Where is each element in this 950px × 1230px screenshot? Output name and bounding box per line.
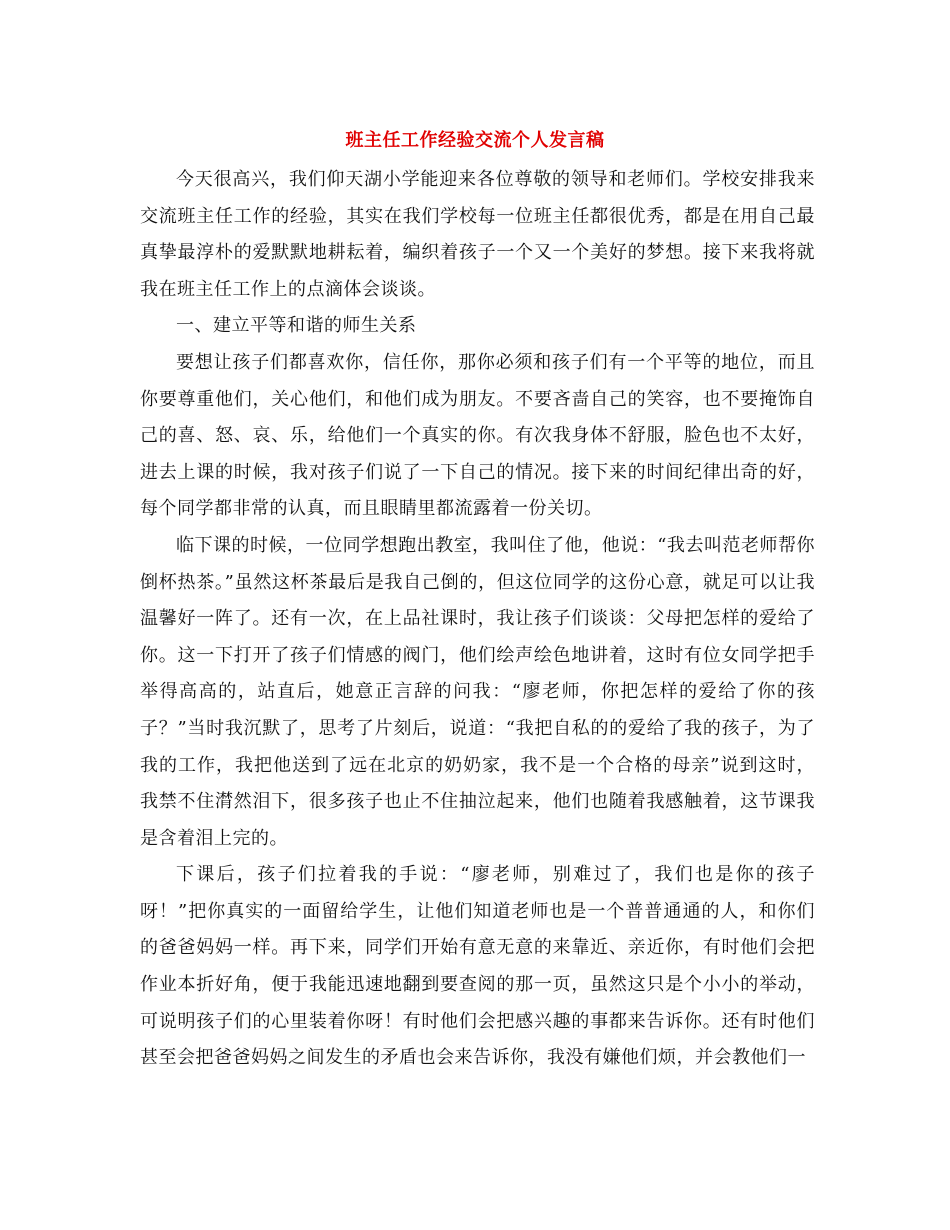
paragraph-after-class: 下课后，孩子们拉着我的手说：“廖老师，别难过了，我们也是你的孩子呀！”把你真实的一面留给学生，让他们知道老师也是一个普普通通的人，和你们的爸爸妈妈一样。再下来，同学们开始有意无意的来靠近、亲近你，有时他们会把作业本折好角，便于我能迅速地翻到要查阅的那一页，虽然这只是个小小的举动，可说明孩子们的心里装着你呀！有时他们会把感兴趣的事都来告诉你。还有时他们甚至会把爸爸妈妈之间发生的矛盾也会来告诉你，我没有嫌他们烦，并会教他们一 — [140, 864, 815, 1069]
section-heading: 一、建立平等和谐的师生关系 — [176, 315, 417, 337]
document-title: 班主任工作经验交流个人发言稿 — [345, 130, 605, 151]
document-body — [140, 162, 815, 1077]
paragraph-intro: 今天很高兴，我们仰天湖小学能迎来各位尊敬的领导和老师们。学校安排我来交流班主任工作的经验，其实在我们学校每一位班主任都很优秀，都是在用自己最真挚最淳朴的爱默默地耕耘着，编织着孩子一个又一个美好的梦想。接下来我将就我在班主任工作上的点滴体会谈谈。 — [140, 169, 815, 300]
paragraph-relationship: 要想让孩子们都喜欢你，信任你，那你必须和孩子们有一个平等的地位，而且你要尊重他们，关心他们，和他们成为朋友。不要吝啬自己的笑容，也不要掩饰自己的喜、怒、哀、乐，给他们一个真实的你。有次我身体不舒服，脸色也不太好，进去上课的时候，我对孩子们说了一下自己的情况。接下来的时间纪律出奇的好，每个同学都非常的认真，而且眼睛里都流露着一份关切。 — [140, 351, 815, 520]
paragraph-class-story: 临下课的时候，一位同学想跑出教室，我叫住了他，他说：“我去叫范老师帮你倒杯热茶。”虽然这杯茶最后是我自己倒的，但这位同学的这份心意，就足可以让我温馨好一阵了。还有一次，在上品社课时，我让孩子们谈谈：父母把怎样的爱给了你。这一下打开了孩子们情感的阀门，他们绘声绘色地讲着，这时有位女同学把手举得高高的，站直后，她意正言辞的问我：“廖老师，你把怎样的爱给了你的孩子？”当时我沉默了，思考了片刻后，说道：“我把自私的的爱给了我的孩子，为了我的工作，我把他送到了远在北京的奶奶家，我不是一个合格的母亲”说到这时，我禁不住潸然泪下，很多孩子也止不住抽泣起来，他们也随着我感触着，这节课我是含着泪上完的。 — [140, 534, 815, 849]
